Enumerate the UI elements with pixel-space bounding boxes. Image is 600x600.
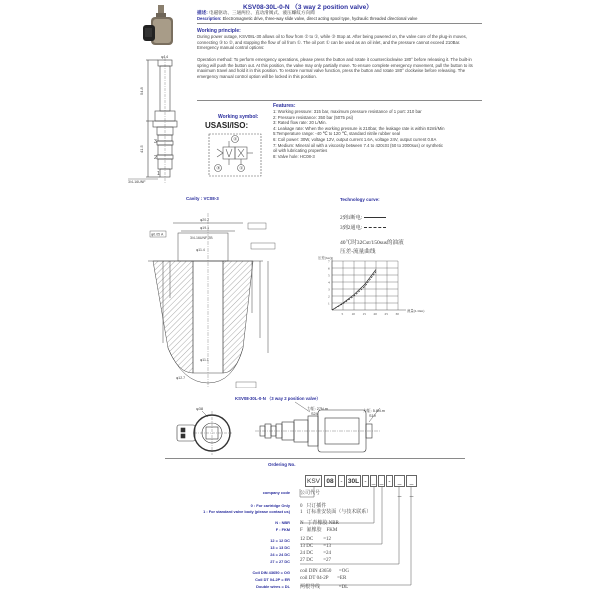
order-label-27dc: 27 = 27 DC bbox=[270, 559, 290, 564]
feature-item: 1: Working pressure: 315 bar, maximum pressure resistance of 1 port: 210 bar bbox=[273, 109, 422, 114]
curve-note-oil: 40℃时32Cst/150sus的油液 bbox=[340, 240, 404, 246]
assembly-divider bbox=[165, 458, 465, 459]
svg-text:54.8: 54.8 bbox=[139, 87, 144, 95]
port-3-label: ③ bbox=[216, 165, 221, 171]
port-1-label: ① bbox=[239, 165, 244, 171]
cavity-dim: φ11.4 bbox=[196, 248, 205, 252]
legend-solid-label: 2到1断电: bbox=[340, 215, 363, 221]
svg-text:15: 15 bbox=[362, 312, 366, 316]
feature-item: 4: Leakage rate: When the working pressure is 210bar, the leakage rate is within 82ml/Min bbox=[273, 125, 445, 131]
code-box-sep: - bbox=[386, 475, 393, 487]
svg-text:5: 5 bbox=[328, 273, 330, 278]
order-label-double-wires: Double wires = DL bbox=[256, 584, 290, 589]
order-label-nbr: N : NBR bbox=[275, 520, 290, 525]
svg-text:4: 4 bbox=[328, 280, 330, 285]
svg-text:3: 3 bbox=[154, 139, 157, 145]
feature-item: 5:Temperature range: -40 ℃ to 120 ℃, standard nitrile rubber seal bbox=[273, 131, 400, 137]
cavity-dim: φ20.2 bbox=[200, 218, 210, 222]
code-box-coil: _ _ bbox=[406, 475, 417, 487]
assembly-title: KSV08-30L-0-N （3 way 2 position valve） bbox=[235, 396, 321, 401]
curve-legend-dashed bbox=[340, 224, 386, 231]
svg-text:1: 1 bbox=[157, 171, 160, 177]
cavity-dim: φ12.7 bbox=[176, 376, 186, 380]
curve-legend-solid bbox=[340, 214, 386, 221]
order-value-13dc: 13 DC =13 bbox=[300, 544, 332, 549]
order-value-double-wires: 两根导线 =DL bbox=[300, 585, 349, 590]
order-label-company: company code bbox=[262, 490, 290, 495]
operation-method-text: Operation method: To perform emergency operations, please press the button and rotate it counterclockwise 180° before releasing it. The built-in spring will push the button out. At this position, the valve may only partially move. To ensure complete emergency movement, pull the button to its maximum travel and hold it in this position. To restore normal valve function, press the button and rotate 180° clockwise before releasing. The emergency manual control option will be locked in this position. bbox=[197, 57, 473, 79]
product-photo bbox=[143, 3, 183, 48]
feature-item: 3: Rated flow rate: 20 L/Min. bbox=[273, 120, 327, 126]
order-value-27dc: 27 DC =27 bbox=[300, 558, 332, 563]
order-value-nbr: N 丁青橡胶 NBR bbox=[300, 521, 339, 526]
features-title: Features: bbox=[273, 103, 296, 109]
order-value-body: 1 订标准安装面（与技术联系） bbox=[300, 510, 372, 515]
svg-text:3/4-16UNF: 3/4-16UNF bbox=[128, 180, 146, 184]
svg-text:2: 2 bbox=[154, 155, 157, 161]
cavity-dim: φ0.05 A bbox=[151, 232, 164, 237]
svg-text:20: 20 bbox=[373, 312, 377, 316]
hex-size-1: S24 bbox=[311, 412, 318, 416]
description bbox=[197, 16, 487, 22]
cavity-title: Cavity : VC08-3 bbox=[186, 196, 219, 201]
svg-text:6: 6 bbox=[328, 266, 330, 271]
port-2-label: ② bbox=[233, 136, 238, 142]
svg-text:φ14: φ14 bbox=[161, 55, 169, 59]
order-label-coil-din: Coil DIN 43650 = OG bbox=[252, 570, 290, 575]
order-value-fkm: F 氟橡胶 FKM bbox=[300, 528, 338, 533]
code-box-body: _ bbox=[370, 475, 377, 487]
feature-item: 6: Coil power: 30W, voltage 12V, output current 1.6A, voltage 24V, output current 0.8A bbox=[273, 136, 437, 142]
order-value-12dc: 12 DC =12 bbox=[300, 537, 332, 542]
order-label-coil-dt: Coil DT 04-2P = ER bbox=[255, 577, 290, 582]
svg-text:5: 5 bbox=[341, 312, 344, 316]
description-text: Electromagnetic drive, three-way slide valve, direct acting spool type, hydraulic threaded directional valve bbox=[222, 16, 418, 21]
order-value-coil-dt: coil DT 04-2P =ER bbox=[300, 576, 347, 581]
order-label-13dc: 13 = 13 DC bbox=[270, 545, 290, 550]
hydraulic-symbol-diagram bbox=[205, 131, 265, 179]
pressure-flow-chart bbox=[318, 255, 428, 320]
order-value-company: 公司代号 bbox=[300, 491, 321, 496]
cavity-drawing bbox=[148, 203, 283, 388]
legend-solid-line bbox=[364, 217, 386, 218]
code-box-company: KSV bbox=[305, 475, 322, 487]
cavity-dim: 3/4-16UNF-2B bbox=[190, 236, 213, 240]
order-label-fkm: F : FKM bbox=[275, 527, 290, 532]
svg-text:41.5: 41.5 bbox=[139, 145, 144, 153]
order-label-body: 1 : For standard valve body (please contact us) bbox=[203, 509, 290, 514]
svg-text:30: 30 bbox=[395, 312, 399, 316]
torque-2: 力矩: 5.8N.m bbox=[363, 409, 385, 413]
legend-dashed-line bbox=[364, 227, 386, 228]
ordering-bracket-lines bbox=[270, 487, 430, 587]
curve-note-title: 压差-流量曲线 bbox=[340, 249, 376, 255]
working-principle-text: During power outage, KSV08L-30 allows oil to flow from ② to ①, while ③ Stop at. After being powered on, the valve core of the plug-in moves, connecting ③ to ②, and stopping the flow of oil from ①. The oil port ① can be used as an oil inlet, and the pressure cannot exceed 210Bar. Emergency manual control options: bbox=[197, 34, 467, 51]
order-value-24dc: 24 DC =24 bbox=[300, 551, 332, 556]
code-box-voltage: _ _ bbox=[394, 475, 405, 487]
svg-text:25: 25 bbox=[384, 312, 388, 316]
order-value-coil-din: coil DIN 43650 =OG bbox=[300, 569, 349, 574]
code-box-seal: _ bbox=[378, 475, 385, 487]
svg-text:7: 7 bbox=[328, 259, 330, 264]
chart-ylabel: 压差(bar) bbox=[318, 256, 332, 260]
features-list bbox=[273, 109, 448, 159]
legend-dashed-label: 3到2通电: bbox=[340, 225, 363, 231]
working-symbol-title: Working symbol: bbox=[218, 114, 259, 120]
working-principle-title: Working principle: bbox=[197, 28, 241, 34]
code-box-type: 30L bbox=[346, 475, 361, 487]
product-dimension-drawing bbox=[128, 55, 198, 185]
page-title: KSV08-30L-0-N （3 way 2 position valve） bbox=[243, 4, 373, 11]
order-value-cartridge: 0 只订插件 bbox=[300, 504, 327, 509]
symbol-standard-label: USASI/ISO: bbox=[205, 121, 249, 130]
order-label-cartridge: 0 : For cartridge Only bbox=[250, 503, 290, 508]
svg-text:3: 3 bbox=[328, 287, 330, 292]
header-divider bbox=[197, 23, 482, 24]
feature-item: 7: Medium: Mineral oil with a viscosity between 7.4 to 420cSt (50 to 2000sus) or synthetic oil with lubricating properties bbox=[273, 142, 444, 154]
cavity-dim: φ19.1 bbox=[200, 226, 210, 230]
ordering-title: Ordering No. bbox=[268, 462, 296, 467]
principle-divider bbox=[197, 100, 482, 101]
feature-item: 2: Pressure resistance: 350 bar (5075 psi) bbox=[273, 114, 354, 120]
code-box-sep: - bbox=[338, 475, 345, 487]
cn-summary-label: 描述: bbox=[197, 10, 208, 15]
code-box-sep: - bbox=[362, 475, 369, 487]
torque-1: 力矩: 27N.m bbox=[307, 407, 328, 411]
hex-size-2: S19 bbox=[369, 414, 376, 418]
code-box-size: 08 bbox=[324, 475, 336, 487]
chart-xlabel: 流量(L/min) bbox=[407, 309, 425, 313]
cn-summary-text: 电磁驱动、三通两位、直动滑阀式、液压螺纹方向阀 bbox=[209, 10, 315, 15]
coil-diameter: φ38 bbox=[196, 406, 204, 411]
technology-curve-title: Technology curve: bbox=[340, 197, 380, 202]
description-label: Description: bbox=[197, 16, 222, 21]
svg-text:1: 1 bbox=[328, 301, 330, 306]
valve-assembly-side-view bbox=[255, 400, 400, 455]
feature-item: 8: Valve hole: HC08-3 bbox=[273, 153, 315, 159]
svg-text:2: 2 bbox=[328, 294, 330, 299]
svg-text:10: 10 bbox=[351, 312, 355, 316]
order-label-24dc: 24 = 24 DC bbox=[270, 552, 290, 557]
order-label-12dc: 12 = 12 DC bbox=[270, 538, 290, 543]
cavity-dim: φ11.1 bbox=[200, 358, 209, 362]
coil-end-view bbox=[172, 403, 242, 458]
